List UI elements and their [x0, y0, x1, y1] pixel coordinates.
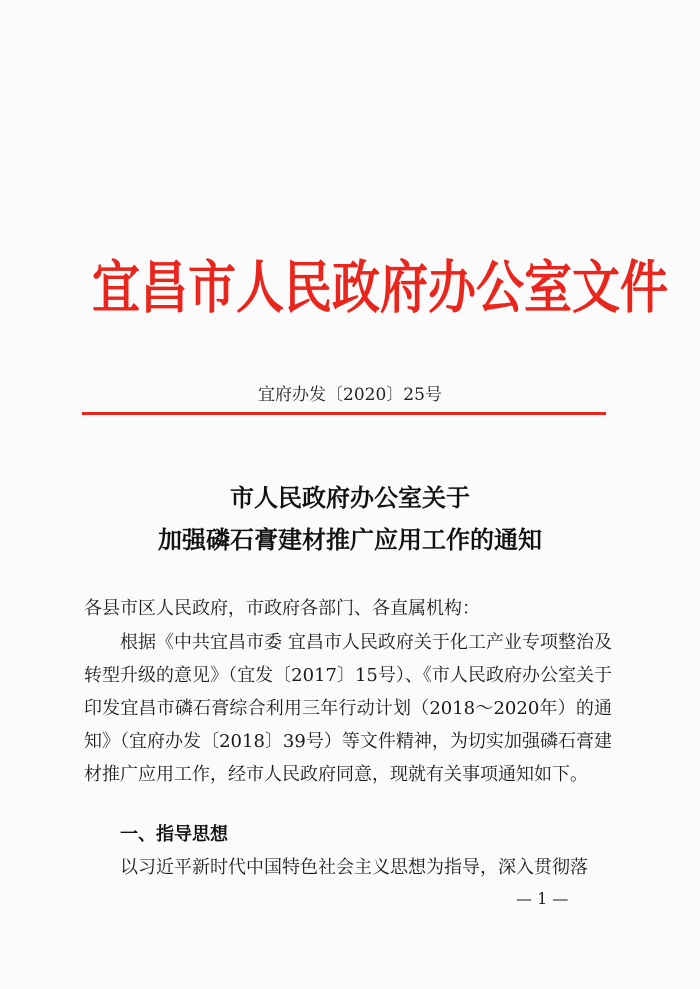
page-number: — 1 — — [516, 889, 569, 908]
issuer-title: 宜昌市人民政府办公室文件 — [92, 254, 669, 322]
red-divider-line — [82, 412, 606, 415]
salutation: 各县市区人民政府，市政府各部门、各直属机构： — [84, 598, 480, 619]
section-text: 以习近平新时代中国特色社会主义思想为指导，深入贯彻落 — [120, 857, 588, 878]
notice-title-line-2: 加强磷石膏建材推广应用工作的通知 — [158, 526, 542, 554]
body-paragraph: 根据《中共宜昌市委 宜昌市人民政府关于化工产业专项整治及转型升级的意见》（宜发〔2017〕15号）、《市人民政府办公室关于印发宜昌市磷石膏综合利用三年行动计划（2018～2020年）的通知》（宜府办发〔2018〕39号）等文件精神，为切实加强磷石膏建材推广应用工作，经市人民政府同意，现就有关事项通知如下。 — [84, 632, 612, 785]
document-number: 宜府办发〔2020〕25号 — [258, 385, 442, 405]
notice-title-line-1: 市人民政府办公室关于 — [230, 484, 470, 512]
section-heading-guiding-ideology: 一、指导思想 — [120, 824, 228, 845]
